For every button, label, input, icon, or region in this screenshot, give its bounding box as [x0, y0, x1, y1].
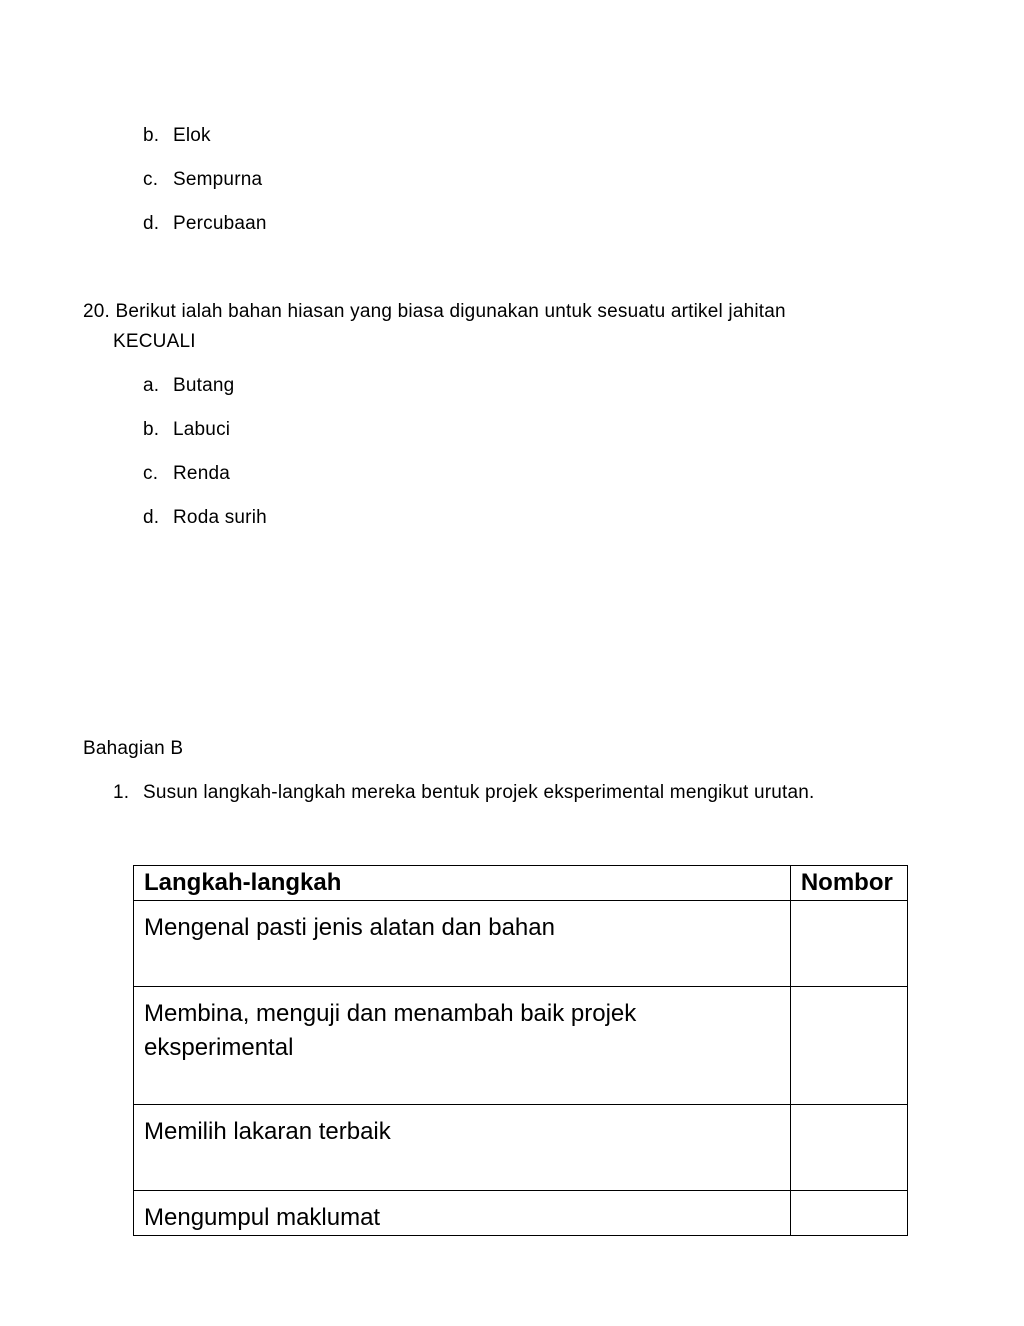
step-cell: [134, 1105, 791, 1191]
option-item: [143, 375, 234, 397]
step-cell: [134, 901, 791, 987]
question-number: 1.: [113, 782, 130, 803]
option-marker: a.: [143, 375, 160, 396]
header-number: Nombor: [790, 866, 907, 901]
step-text: Memilih lakaran terbaik: [144, 1118, 391, 1145]
option-text: Sempurna: [173, 169, 263, 190]
option-marker: d.: [143, 507, 160, 528]
step-text: Membina, menguji dan menambah baik projek: [144, 1000, 637, 1027]
option-marker: b.: [143, 125, 160, 146]
option-text: Renda: [173, 463, 230, 484]
option-marker: b.: [143, 419, 160, 440]
option-text: Labuci: [173, 419, 231, 440]
table-row: [134, 987, 908, 1105]
option-text: Elok: [173, 125, 211, 146]
question-number: 20.: [83, 301, 111, 322]
step-cell: [134, 1191, 791, 1236]
option-item: [143, 419, 230, 441]
question-20-line1: [83, 301, 786, 323]
table-header-row: [134, 866, 908, 901]
section-title: Bahagian B: [83, 738, 184, 759]
option-item: [143, 507, 267, 529]
question-text: Berikut ialah bahan hiasan yang biasa digunakan untuk sesuatu artikel jahitan: [115, 301, 786, 322]
option-marker: c.: [143, 463, 159, 484]
option-item: [143, 463, 230, 485]
question-20-line2: KECUALI: [113, 331, 196, 352]
option-marker: c.: [143, 169, 159, 190]
table-row: [134, 901, 908, 987]
option-marker: d.: [143, 213, 160, 234]
table-row: [134, 1105, 908, 1191]
step-text: Mengumpul maklumat: [144, 1204, 381, 1231]
question-text: Susun langkah-langkah mereka bentuk projek eksperimental mengikut urutan.: [143, 782, 815, 803]
step-text-continued: eksperimental: [144, 1034, 294, 1061]
step-text: Mengenal pasti jenis alatan dan bahan: [144, 914, 555, 941]
option-text: Butang: [173, 375, 235, 396]
step-cell: [134, 987, 791, 1105]
header-steps: Langkah-langkah: [134, 866, 791, 901]
option-text: Roda surih: [173, 507, 267, 528]
table-row: [134, 1191, 908, 1236]
number-cell[interactable]: [790, 901, 907, 987]
option-item: [143, 169, 262, 191]
section-b-question: [113, 782, 815, 804]
number-cell[interactable]: [790, 1105, 907, 1191]
number-cell[interactable]: [790, 987, 907, 1105]
steps-table: [133, 865, 908, 1236]
option-text: Percubaan: [173, 213, 267, 234]
option-item: [143, 125, 211, 147]
option-item: [143, 213, 267, 235]
number-cell[interactable]: [790, 1191, 907, 1236]
